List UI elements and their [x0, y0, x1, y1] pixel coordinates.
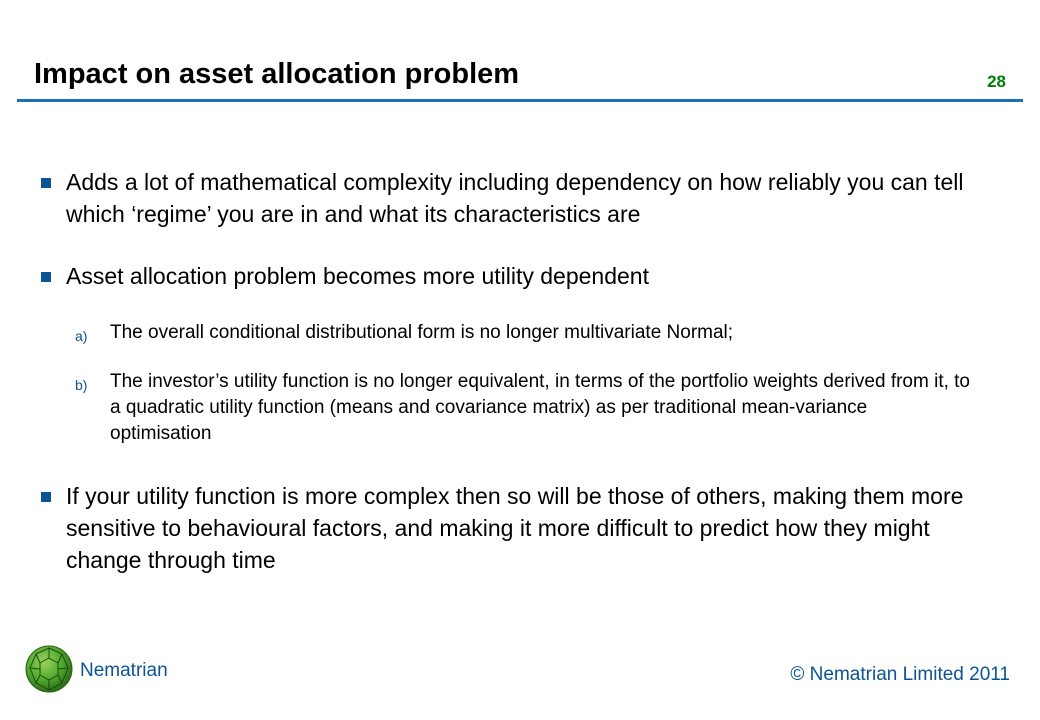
brand-name: Nematrian: [80, 660, 168, 681]
green-polyhedron-logo-icon: [24, 644, 74, 694]
bullet-text-1: Adds a lot of mathematical complexity including dependency on how reliably you can tell which ‘regime’ you are in and what its characteristics are: [66, 169, 964, 227]
bullet-text-2: Asset allocation problem becomes more utility dependent: [66, 263, 649, 289]
sub-item-text-a: The overall conditional distributional form is no longer multivariate Normal;: [110, 322, 734, 343]
bullet-text-3: If your utility function is more complex then so will be those of others, making them more sensitive to behavioural factors, and making it more difficult to predict how they might change through time: [66, 483, 964, 573]
sub-item-marker-a: a): [75, 328, 88, 344]
sub-item-text-b: The investor’s utility function is no longer equivalent, in terms of the portfolio weights derived from it, to a quadratic utility function (means and covariance matrix) as per traditional mean-variance optimisation: [110, 371, 971, 444]
page-number: 28: [987, 72, 1006, 91]
bullet-square-icon: [41, 492, 51, 502]
bullet-square-icon: [41, 272, 51, 282]
bullet-square-icon: [41, 178, 51, 188]
copyright-notice: © Nematrian Limited 2011: [790, 664, 1010, 685]
slide-title: Impact on asset allocation problem: [34, 58, 520, 90]
sub-item-marker-b: b): [75, 377, 88, 393]
